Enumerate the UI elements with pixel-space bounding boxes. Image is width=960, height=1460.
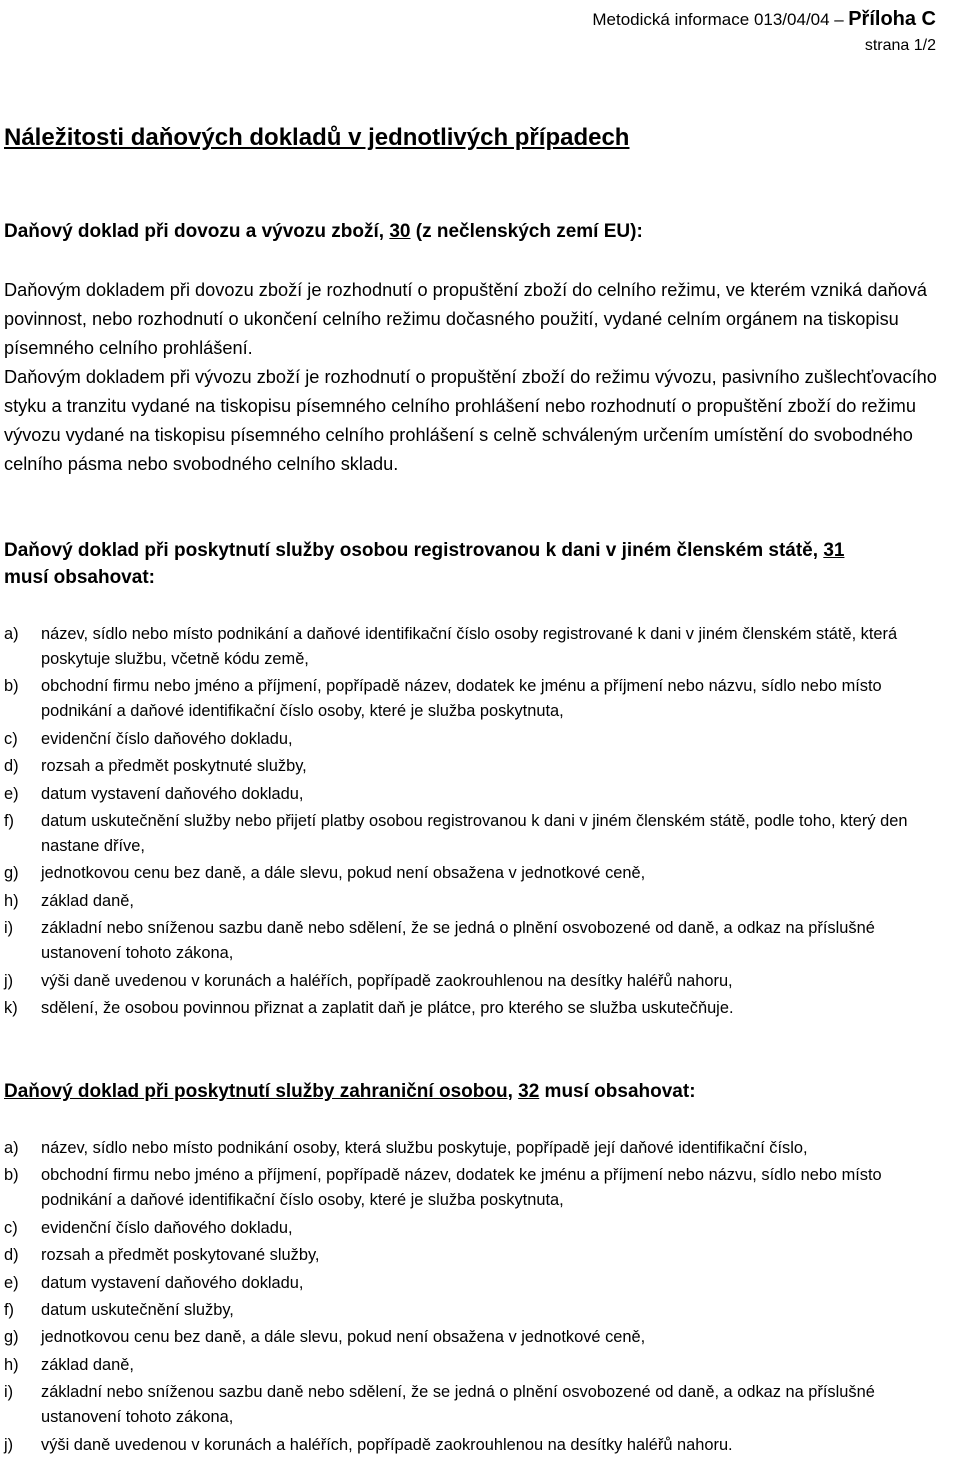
section-title-import-export bbox=[4, 218, 643, 245]
requirements-list-foreign-service bbox=[4, 1136, 956, 1460]
list-item-text: výši daně uvedenou v korunách a haléřích, popřípadě zaokrouhlenou na desítky haléřů nahoru, bbox=[41, 971, 733, 990]
list-item bbox=[4, 674, 956, 724]
list-item-letter: e) bbox=[4, 784, 19, 803]
list-item-letter: j) bbox=[4, 971, 14, 990]
list-item-letter: j) bbox=[4, 1435, 14, 1454]
list-item bbox=[4, 1298, 956, 1323]
list-item-letter: g) bbox=[4, 1328, 19, 1347]
list-item-text: datum uskutečnění služby nebo přijetí platby osobou registrovanou k dani v jiném členském státě, podle toho, který den nastane dříve, bbox=[41, 811, 908, 855]
list-item bbox=[4, 861, 956, 886]
main-title: Náležitosti daňových dokladů v jednotlivých případech bbox=[4, 124, 630, 151]
list-item-text: rozsah a předmět poskytované služby, bbox=[41, 1246, 320, 1265]
section-paragraph-ref: 30 bbox=[389, 221, 411, 242]
list-item-letter: k) bbox=[4, 998, 18, 1017]
list-item-letter: c) bbox=[4, 729, 18, 748]
document-reference: Metodická informace 013/04/04 – bbox=[592, 10, 844, 29]
section-title-foreign-service bbox=[4, 1078, 696, 1105]
list-item-text: výši daně uvedenou v korunách a haléřích, popřípadě zaokrouhlenou na desítky haléřů nahoru. bbox=[41, 1435, 733, 1454]
list-item-letter: i) bbox=[4, 1383, 14, 1402]
list-item-text: datum vystavení daňového dokladu, bbox=[41, 1273, 304, 1292]
list-item-letter: b) bbox=[4, 1166, 19, 1185]
section-title-note: (z nečlenských zemí EU): bbox=[415, 221, 643, 242]
list-item bbox=[4, 996, 956, 1021]
list-item-text: rozsah a předmět poskytnuté služby, bbox=[41, 757, 307, 776]
list-item-letter: d) bbox=[4, 1246, 19, 1265]
list-item-letter: h) bbox=[4, 891, 19, 910]
list-item-letter: f) bbox=[4, 1300, 15, 1319]
list-item-text: základ daně, bbox=[41, 891, 134, 910]
list-item bbox=[4, 622, 956, 672]
list-item bbox=[4, 916, 956, 966]
list-item bbox=[4, 1243, 956, 1268]
paragraph-import: Daňovým dokladem při dovozu zboží je rozhodnutí o propuštění zboží do celního režimu, ve kterém vzniká daňová povinnost, nebo rozhodnutí o ukončení celního režimu dočasného použití, vydané celním orgánem na tiskopisu písemného celního prohlášení. bbox=[4, 280, 928, 358]
attachment-label: Příloha C bbox=[848, 8, 936, 30]
list-item bbox=[4, 1216, 956, 1241]
list-item bbox=[4, 1325, 956, 1350]
section-title-text: Daňový doklad při dovozu a vývozu zboží, bbox=[4, 221, 385, 242]
list-item-text: název, sídlo nebo místo podnikání a daňové identifikační číslo osoby registrované k dani v jiném členském státě, která poskytuje službu, včetně kódu země, bbox=[41, 625, 898, 668]
list-item-text: jednotkovou cenu bez daně, a dále slevu, pokud není obsažena v jednotkové ceně, bbox=[41, 1328, 646, 1347]
list-item-text: datum vystavení daňového dokladu, bbox=[41, 784, 304, 803]
list-item-text: jednotkovou cenu bez daně, a dále slevu, pokud není obsažena v jednotkové ceně, bbox=[41, 864, 646, 883]
list-item-text: obchodní firmu nebo jméno a příjmení, popřípadě název, dodatek ke jménu a příjmení nebo názvu, sídlo nebo místo podnikání a daňové identifikační číslo osoby, které je služba poskytnuta, bbox=[41, 1166, 882, 1210]
list-item bbox=[4, 754, 956, 779]
paragraph-export: Daňovým dokladem při vývozu zboží je rozhodnutí o propuštění zboží do režimu vývozu, pasivního zušlechťovacího styku a tranzitu vydané na tiskopisu písemného celního prohlášení nebo rozhodnutí o propuštění zboží do režimu vývozu vydané na tiskopisu písemného celního prohlášení s celně schváleným určením umístění do svobodného celního pásma nebo svobodného celního skladu. bbox=[4, 367, 937, 474]
list-item-text: evidenční číslo daňového dokladu, bbox=[41, 729, 293, 748]
list-item-letter: b) bbox=[4, 677, 19, 696]
section-title-eu-service bbox=[4, 537, 844, 591]
list-item-text: datum uskutečnění služby, bbox=[41, 1300, 234, 1319]
list-item-letter: a) bbox=[4, 625, 19, 643]
list-item-letter: f) bbox=[4, 811, 15, 830]
list-item-text: sdělení, že osobou povinnou přiznat a zaplatit daň je plátce, pro kterého se služba uskutečňuje. bbox=[41, 998, 734, 1017]
list-item bbox=[4, 809, 956, 859]
list-item-letter: i) bbox=[4, 919, 14, 938]
section-title-note: musí obsahovat: bbox=[544, 1081, 696, 1102]
page-header bbox=[592, 6, 936, 58]
list-item-letter: g) bbox=[4, 864, 19, 883]
requirements-list-eu-service bbox=[4, 622, 956, 1023]
list-item bbox=[4, 889, 956, 914]
section-title-note: musí obsahovat: bbox=[4, 567, 155, 588]
list-item-text: obchodní firmu nebo jméno a příjmení, popřípadě název, dodatek ke jménu a příjmení nebo názvu, sídlo nebo místo podnikání a daňové identifikační číslo osoby, které je služba poskytnuta, bbox=[41, 677, 882, 721]
list-item-letter: e) bbox=[4, 1273, 19, 1292]
list-item bbox=[4, 1353, 956, 1378]
list-item bbox=[4, 782, 956, 807]
list-item-letter: a) bbox=[4, 1139, 19, 1157]
list-item-text: evidenční číslo daňového dokladu, bbox=[41, 1218, 293, 1237]
section-title-text: Daňový doklad při poskytnutí služby osobou registrovanou k dani v jiném členském státě, bbox=[4, 540, 819, 561]
page-number: strana 1/2 bbox=[864, 37, 936, 54]
list-item bbox=[4, 969, 956, 994]
list-item-text: základní nebo sníženou sazbu daně nebo sdělení, že se jedná o plnění osvobozené od daně, a odkaz na příslušné ustanovení tohoto zákona, bbox=[41, 1383, 875, 1427]
list-item-text: základní nebo sníženou sazbu daně nebo sdělení, že se jedná o plnění osvobozené od daně, a odkaz na příslušné ustanovení tohoto zákona, bbox=[41, 919, 875, 963]
list-item bbox=[4, 1271, 956, 1296]
section-title-text: Daňový doklad při poskytnutí služby zahraniční osobou, bbox=[4, 1081, 513, 1102]
list-item-text: název, sídlo nebo místo podnikání osoby, která službu poskytuje, popřípadě její daňové identifikační číslo, bbox=[41, 1139, 808, 1157]
section-paragraph-ref: 32 bbox=[518, 1081, 540, 1102]
list-item bbox=[4, 1380, 956, 1430]
list-item-text: základ daně, bbox=[41, 1355, 134, 1374]
list-item-letter: h) bbox=[4, 1355, 19, 1374]
list-item-letter: c) bbox=[4, 1218, 18, 1237]
list-item-letter: d) bbox=[4, 757, 19, 776]
list-item bbox=[4, 727, 956, 752]
list-item bbox=[4, 1163, 956, 1213]
list-item bbox=[4, 1136, 956, 1161]
section-paragraph-ref: 31 bbox=[823, 540, 845, 561]
